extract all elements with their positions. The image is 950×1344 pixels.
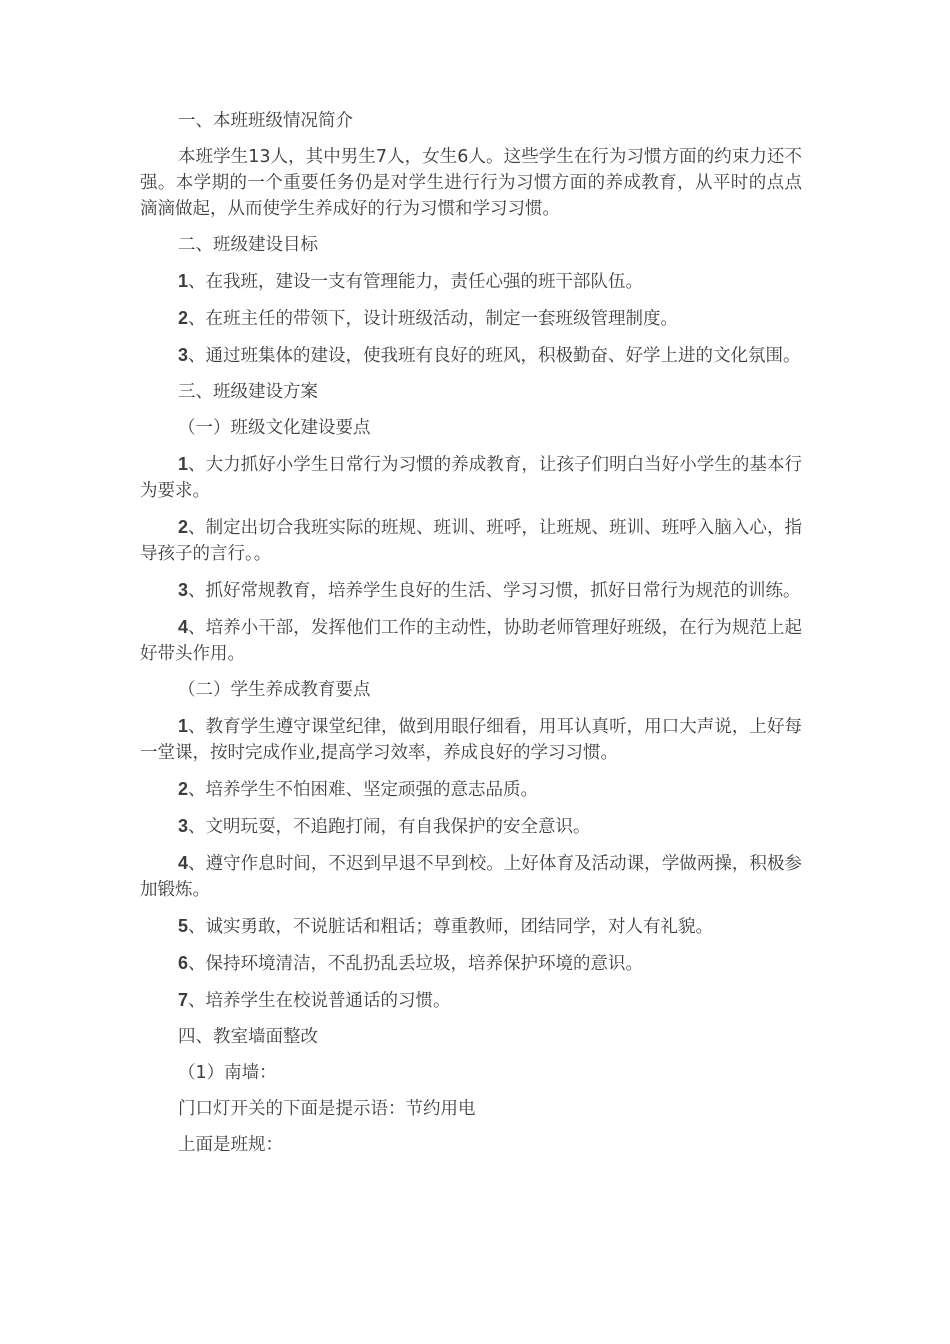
paragraph-text: 、保持环境清洁，不乱扔乱丢垃圾，培养保护环境的意识。 [188,954,644,974]
item-number: 3 [178,345,189,365]
paragraph-text: 上面是班规： [178,1135,283,1155]
subsection-heading [140,677,802,703]
paragraph-text: 、诚实勇敢，不说脏话和粗话；尊重教师，团结同学，对人有礼貌。 [188,917,714,937]
item-number: 4 [178,853,189,873]
list-item [140,913,802,940]
list-item [140,713,802,766]
item-number: 1 [178,454,189,474]
paragraph-text: 门口灯开关的下面是提示语：节约用电 [178,1099,476,1119]
item-number: 1 [178,271,189,291]
list-item [140,776,802,803]
paragraph [140,144,802,222]
paragraph-text: （1）南墙： [178,1063,277,1083]
paragraph-text: 三、班级建设方案 [178,382,318,402]
paragraph-text: 一、本班班级情况简介 [178,111,353,131]
paragraph-text: 、教育学生遵守课堂纪律，做到用眼仔细看，用耳认真听，用口大声说，上好每一堂课，按时完成作业,提高学习效率，养成良好的学习习惯。 [140,717,802,763]
subsection-heading [140,1060,802,1086]
section-heading [140,379,802,405]
list-item [140,451,802,504]
paragraph [140,1132,802,1158]
section-heading [140,108,802,134]
paragraph-text: 、在班主任的带领下，设计班级活动，制定一套班级管理制度。 [188,309,679,329]
paragraph-text: 、抓好常规教育，培养学生良好的生活、学习习惯，抓好日常行为规范的训练。 [188,581,801,601]
paragraph-text: 四、教室墙面整改 [178,1027,318,1047]
section-heading [140,232,802,258]
list-item [140,614,802,667]
item-number: 4 [178,617,189,637]
list-item [140,268,802,295]
item-number: 3 [178,816,189,836]
list-item [140,305,802,332]
paragraph-text: 、大力抓好小学生日常行为习惯的养成教育，让孩子们明白当好小学生的基本行为要求。 [140,455,802,501]
list-item [140,850,802,903]
paragraph-text: 、文明玩耍，不追跑打闹，有自我保护的安全意识。 [188,817,591,837]
paragraph-text: 本班学生13人，其中男生7人，女生6人。这些学生在行为习惯方面的约束力还不强。本学期的一个重要任务仍是对学生进行行为习惯方面的养成教育，从平时的点点滴滴做起，从而使学生养成好的行为习惯和学习习惯。 [140,147,802,219]
list-item [140,813,802,840]
list-item [140,342,802,369]
paragraph-text: （一）班级文化建设要点 [178,418,371,438]
document-page [140,108,802,1168]
paragraph-text: 、培养小干部，发挥他们工作的主动性，协助老师管理好班级，在行为规范上起好带头作用。 [140,618,802,664]
item-number: 1 [178,716,189,736]
paragraph-text: 二、班级建设目标 [178,235,318,255]
item-number: 2 [178,308,189,328]
paragraph-text: （二）学生养成教育要点 [178,680,371,700]
paragraph-text: 、通过班集体的建设，使我班有良好的班风，积极勤奋、好学上进的文化氛围。 [188,346,801,366]
list-item [140,987,802,1014]
item-number: 2 [178,779,189,799]
paragraph-text: 、培养学生不怕困难、坚定顽强的意志品质。 [188,780,539,800]
paragraph-text: 、在我班，建设一支有管理能力，责任心强的班干部队伍。 [188,272,644,292]
list-item [140,577,802,604]
item-number: 3 [178,580,189,600]
item-number: 6 [178,953,189,973]
paragraph-text: 、遵守作息时间，不迟到早退不早到校。上好体育及活动课，学做两操，积极参加锻炼。 [140,854,802,900]
subsection-heading [140,415,802,441]
list-item [140,950,802,977]
list-item [140,514,802,567]
item-number: 7 [178,990,189,1010]
item-number: 2 [178,517,189,537]
section-heading [140,1024,802,1050]
paragraph-text: 、培养学生在校说普通话的习惯。 [188,991,451,1011]
item-number: 5 [178,916,189,936]
paragraph [140,1096,802,1122]
paragraph-text: 、制定出切合我班实际的班规、班训、班呼，让班规、班训、班呼入脑入心，指导孩子的言行。。 [140,518,802,564]
